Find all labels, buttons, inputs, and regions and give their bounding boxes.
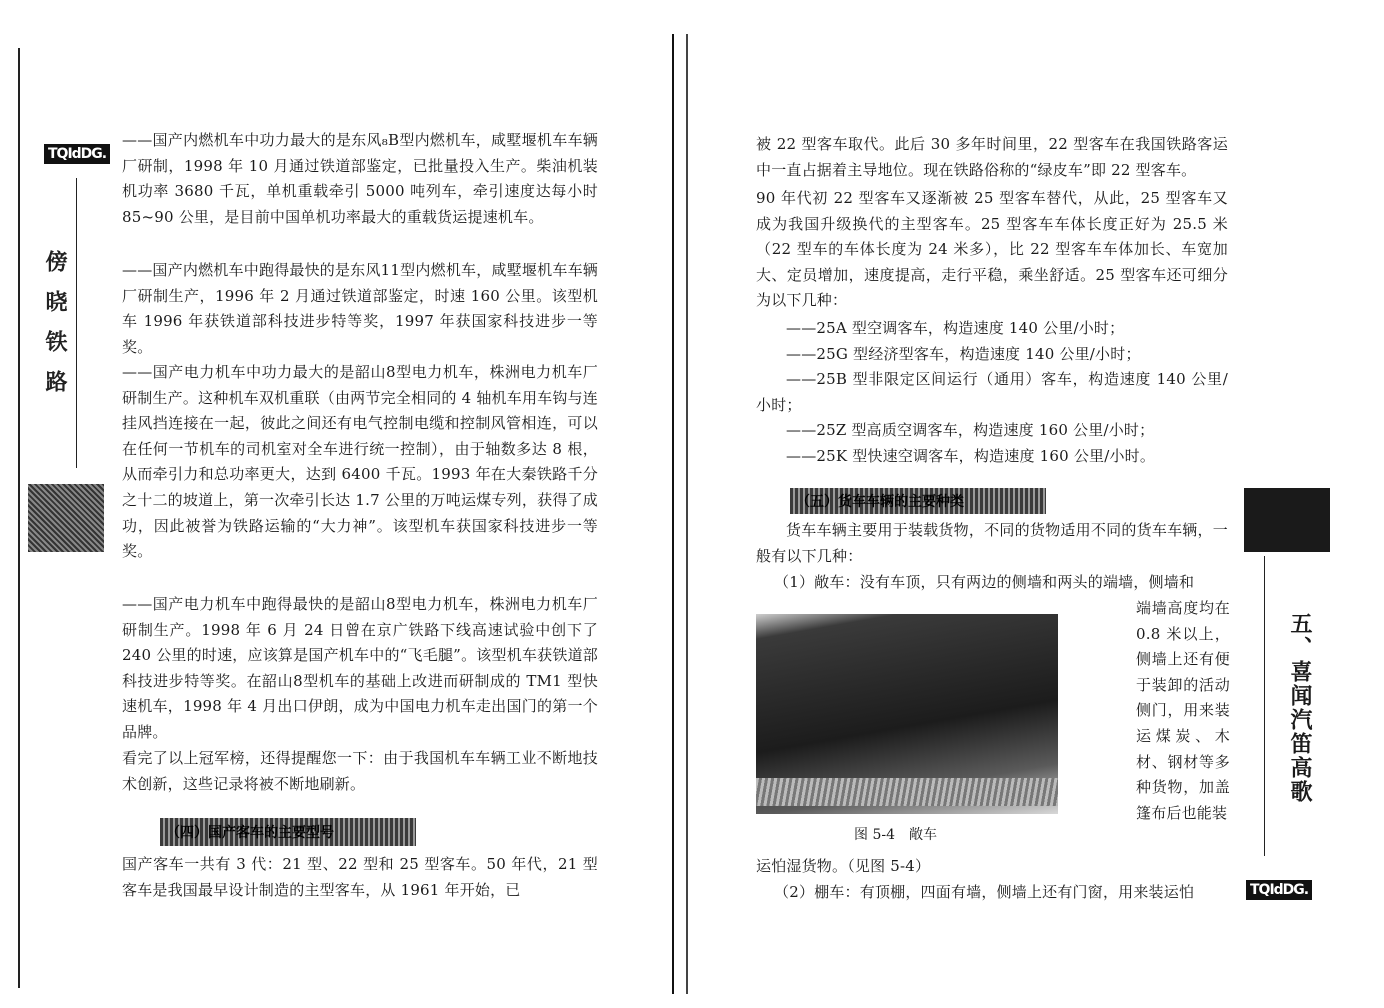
book-logo: TQIdDG. bbox=[1246, 880, 1312, 900]
item-1-wrap-text: 端墙高度均在 0.8 米以上，侧墙上还有便于装卸的活动侧门，用来装运煤炭、木材、钢材等多种货物，加盖篷布后也能装 bbox=[1136, 599, 1230, 822]
book-logo: TQIdDG. bbox=[44, 144, 110, 164]
section-heading-passenger-cars: （四）国产客车的主要型号 bbox=[160, 818, 416, 846]
item-1-first-line: （1）敞车：没有车顶，只有两边的侧墙和两头的端墙，侧墙和 bbox=[774, 573, 1195, 591]
list-item: ——25G 型经济型客车，构造速度 140 公里/小时； bbox=[786, 344, 1141, 363]
list-item: ——25K 型快速空调客车，构造速度 160 公里/小时。 bbox=[786, 446, 1156, 465]
right-page bbox=[684, 0, 1384, 1008]
item-2: （2）棚车：有顶棚，四面有墙，侧墙上还有门窗，用来装运怕 bbox=[774, 883, 1195, 901]
side-title-rule bbox=[76, 178, 77, 468]
chapter-rule bbox=[1264, 556, 1265, 856]
paragraph-3: ——国产电力机车中功力最大的是韶山8型电力机车，株洲电力机车厂研制生产。这种机车双机重联（由两节完全相同的 4 轴机车用车钩与连挂风挡连接在一起，彼此之间还有电气控制电缆和控制风管相连，可以在任何一节机车的司机室对全车进行统一控制），由于轴数多达 8 根，从而牵引力和总功率更大，达到 6400 千瓦。1993 年在大秦铁路千分之十二的坡道上，第一次牵引长达 1.7 公里的万吨运煤专列，获得了成功，因此被誉为铁路运输的“大力神”。该型机车获国家科技进步一等奖。 bbox=[122, 363, 598, 561]
gutter-line-left bbox=[672, 34, 674, 994]
item-1-end: 运怕湿货物。（见图 5-4） bbox=[756, 857, 931, 875]
list-item: ——25Z 型高质空调客车，构造速度 160 公里/小时； bbox=[786, 421, 1155, 440]
left-margin-rule bbox=[18, 48, 20, 988]
closing-paragraph: 国产客车一共有 3 代：21 型、22 型和 25 型客车。50 年代，21 型客车是我国最早设计制造的主型客车，从 1961 年开始，已 bbox=[122, 855, 598, 899]
paragraph-1: ——国产内燃机车中功力最大的是东风₈B型内燃机车，咸墅堰机车车辆厂研制，1998 年 10 月通过铁道部鉴定，已批量投入生产。柴油机装机功率 3680 千瓦，单机重载牵引 5000 吨列车，牵引速度达每小时 85~90 公里，是目前中国单机功率最大的重载货运提速机车。 bbox=[122, 131, 598, 226]
left-page bbox=[0, 0, 684, 1008]
paragraph-2: 90 年代初 22 型客车又逐渐被 25 型客车替代，从此，25 型客车又成为我国升级换代的主型客车。25 型客车车体长度正好为 25.5 米（22 型车的车体长度为 24 米多），比 22 型客车车体加长、车宽加大、定员增加，速度提高，走行平稳，乘坐舒适。25 型客车还可细分为以下几种： bbox=[756, 189, 1228, 310]
list-item: ——25A 型空调客车，构造速度 140 公里/小时； bbox=[786, 319, 1125, 337]
side-decoration bbox=[28, 484, 104, 552]
chapter-tab-marker bbox=[1244, 488, 1330, 552]
section-heading-freight-cars: （五）货车车辆的主要种类 bbox=[790, 488, 1046, 514]
paragraph-2: ——国产内燃机车中跑得最快的是东风11型内燃机车，咸墅堰机车车辆厂研制生产，1996 年 2 月通过铁道部鉴定，时速 160 公里。该型机车 1996 年获铁道部科技进步特等奖，1997 年获国家科技进步一等奖。 bbox=[122, 261, 598, 356]
chapter-title: 五、喜闻汽笛高歌 bbox=[1287, 612, 1312, 804]
paragraph-5: 看完了以上冠军榜，还得提醒您一下：由于我国机车车辆工业不断地技术创新，这些记录将被不断地刷新。 bbox=[122, 749, 598, 793]
paragraph-1: 被 22 型客车取代。此后 30 多年时间里，22 型客车在我国铁路客运中一直占据着主导地位。现在铁路俗称的“绿皮车”即 22 型客车。 bbox=[756, 135, 1228, 179]
car-type-list bbox=[756, 316, 1228, 470]
open-wagon-photo bbox=[756, 614, 1058, 814]
list-item: ——25B 型非限定区间运行（通用）客车，构造速度 140 公里/小时； bbox=[756, 370, 1228, 414]
figure-caption: 图 5-4 敞车 bbox=[854, 827, 937, 843]
freight-intro: 货车车辆主要用于装载货物，不同的货物适用不同的货车车辆，一般有以下几种： bbox=[756, 521, 1228, 565]
side-book-title: 傍晓铁路 bbox=[42, 250, 68, 410]
paragraph-4: ——国产电力机车中跑得最快的是韶山8型电力机车，株洲电力机车厂研制生产。1998 年 6 月 24 日曾在京广铁路下线高速试验中创下了 240 公里的时速，应该算是国产机车中的“飞毛腿”。该型机车获铁道部科技进步特等奖。在韶山8型机车的基础上改进而研制成的 TM1 型快速机车，1998 年 4 月出口伊朗，成为中国电力机车走出国门的第一个品牌。 bbox=[122, 595, 598, 741]
